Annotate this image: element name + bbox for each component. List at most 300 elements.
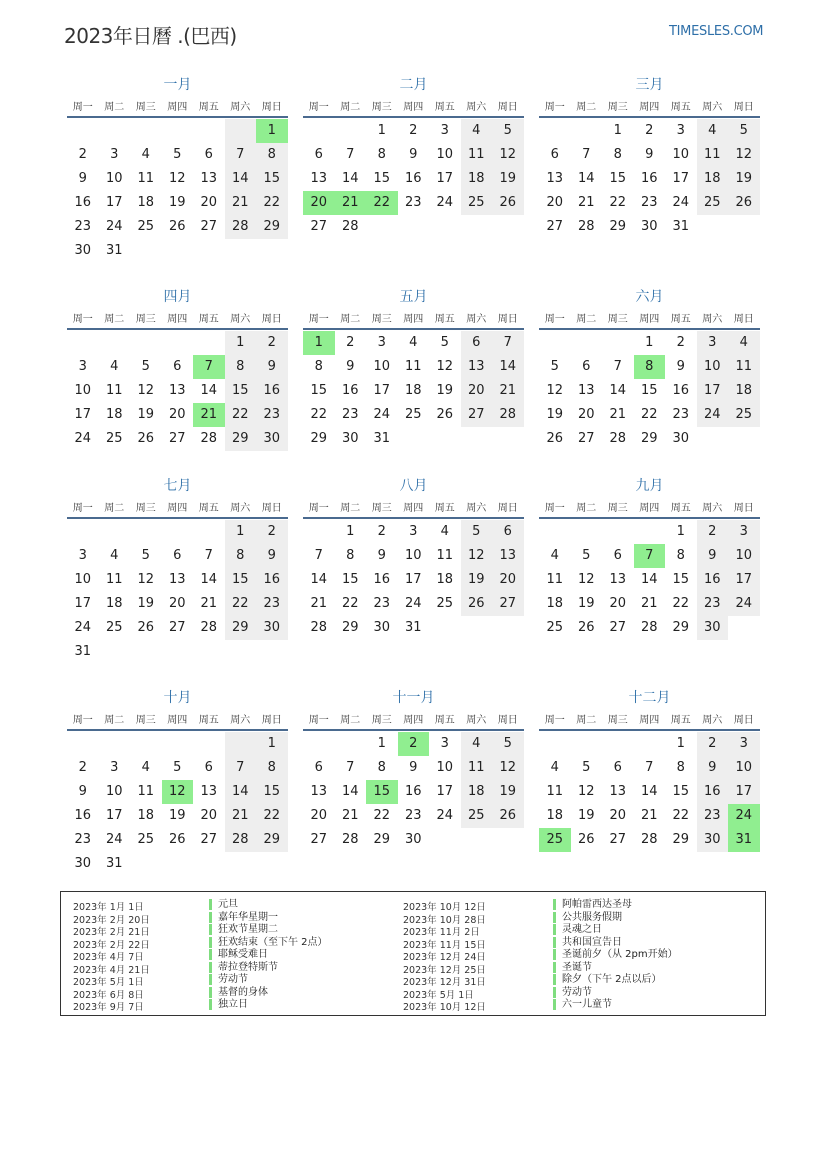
calendar-day[interactable]: 29 bbox=[672, 832, 690, 847]
calendar-day[interactable]: 27 bbox=[499, 596, 517, 611]
calendar-day[interactable]: 18 bbox=[105, 596, 123, 611]
calendar-day[interactable]: 10 bbox=[404, 548, 422, 563]
calendar-day[interactable]: 12 bbox=[467, 548, 485, 563]
calendar-day[interactable]: 14 bbox=[640, 784, 658, 799]
calendar-day[interactable]: 3 bbox=[110, 147, 119, 162]
calendar-day[interactable]: 30 bbox=[703, 620, 721, 635]
calendar-day[interactable]: 27 bbox=[609, 832, 627, 847]
calendar-day[interactable]: 27 bbox=[577, 431, 595, 446]
calendar-day[interactable]: 11 bbox=[436, 548, 454, 563]
calendar-day[interactable]: 19 bbox=[137, 407, 155, 422]
calendar-day[interactable]: 22 bbox=[263, 195, 281, 210]
calendar-day[interactable]: 25 bbox=[404, 407, 422, 422]
calendar-day[interactable]: 12 bbox=[137, 572, 155, 587]
calendar-day[interactable]: 23 bbox=[703, 808, 721, 823]
calendar-day[interactable]: 9 bbox=[409, 760, 418, 775]
calendar-day[interactable]: 3 bbox=[78, 548, 87, 563]
calendar-day[interactable]: 27 bbox=[310, 832, 328, 847]
calendar-day[interactable]: 14 bbox=[341, 171, 359, 186]
calendar-day[interactable]: 16 bbox=[404, 171, 422, 186]
calendar-day[interactable]: 24 bbox=[672, 195, 690, 210]
calendar-day[interactable]: 19 bbox=[168, 195, 186, 210]
calendar-day[interactable]: 17 bbox=[703, 383, 721, 398]
calendar-day[interactable]: 20 bbox=[609, 808, 627, 823]
calendar-day[interactable]: 20 bbox=[168, 596, 186, 611]
calendar-day[interactable]: 19 bbox=[546, 407, 564, 422]
calendar-day[interactable]: 21 bbox=[609, 407, 627, 422]
calendar-day[interactable]: 16 bbox=[404, 784, 422, 799]
calendar-day[interactable]: 4 bbox=[141, 760, 150, 775]
calendar-day[interactable]: 4 bbox=[708, 123, 717, 138]
calendar-day[interactable]: 29 bbox=[231, 620, 249, 635]
calendar-day[interactable]: 25 bbox=[703, 195, 721, 210]
holiday-day[interactable]: 8 bbox=[645, 359, 654, 374]
calendar-day[interactable]: 19 bbox=[577, 596, 595, 611]
calendar-day[interactable]: 7 bbox=[613, 359, 622, 374]
calendar-day[interactable]: 8 bbox=[236, 359, 245, 374]
calendar-day[interactable]: 29 bbox=[310, 431, 328, 446]
calendar-day[interactable]: 27 bbox=[546, 219, 564, 234]
calendar-day[interactable]: 20 bbox=[499, 572, 517, 587]
calendar-day[interactable]: 8 bbox=[267, 760, 276, 775]
calendar-day[interactable]: 23 bbox=[640, 195, 658, 210]
calendar-day[interactable]: 2 bbox=[78, 147, 87, 162]
calendar-day[interactable]: 31 bbox=[105, 243, 123, 258]
calendar-day[interactable]: 12 bbox=[499, 147, 517, 162]
calendar-day[interactable]: 26 bbox=[168, 832, 186, 847]
holiday-day[interactable]: 2 bbox=[409, 736, 418, 751]
calendar-day[interactable]: 15 bbox=[341, 572, 359, 587]
calendar-day[interactable]: 1 bbox=[613, 123, 622, 138]
calendar-day[interactable]: 3 bbox=[409, 524, 418, 539]
calendar-day[interactable]: 22 bbox=[672, 808, 690, 823]
calendar-day[interactable]: 13 bbox=[546, 171, 564, 186]
calendar-day[interactable]: 22 bbox=[231, 407, 249, 422]
calendar-day[interactable]: 1 bbox=[346, 524, 355, 539]
calendar-day[interactable]: 20 bbox=[168, 407, 186, 422]
calendar-day[interactable]: 10 bbox=[735, 760, 753, 775]
calendar-day[interactable]: 8 bbox=[314, 359, 323, 374]
calendar-day[interactable]: 29 bbox=[341, 620, 359, 635]
calendar-day[interactable]: 2 bbox=[78, 760, 87, 775]
calendar-day[interactable]: 22 bbox=[310, 407, 328, 422]
calendar-day[interactable]: 17 bbox=[404, 572, 422, 587]
calendar-day[interactable]: 11 bbox=[105, 572, 123, 587]
calendar-day[interactable]: 21 bbox=[640, 596, 658, 611]
calendar-day[interactable]: 1 bbox=[377, 736, 386, 751]
calendar-day[interactable]: 24 bbox=[735, 596, 753, 611]
calendar-day[interactable]: 8 bbox=[346, 548, 355, 563]
calendar-day[interactable]: 21 bbox=[231, 808, 249, 823]
holiday-day[interactable]: 1 bbox=[267, 123, 276, 138]
calendar-day[interactable]: 16 bbox=[703, 784, 721, 799]
calendar-day[interactable]: 24 bbox=[373, 407, 391, 422]
calendar-day[interactable]: 15 bbox=[263, 171, 281, 186]
calendar-day[interactable]: 3 bbox=[78, 359, 87, 374]
holiday-day[interactable]: 21 bbox=[341, 195, 359, 210]
calendar-day[interactable]: 31 bbox=[105, 856, 123, 871]
calendar-day[interactable]: 24 bbox=[436, 195, 454, 210]
calendar-day[interactable]: 31 bbox=[672, 219, 690, 234]
calendar-day[interactable]: 13 bbox=[577, 383, 595, 398]
calendar-day[interactable]: 23 bbox=[74, 832, 92, 847]
calendar-day[interactable]: 20 bbox=[310, 808, 328, 823]
calendar-day[interactable]: 13 bbox=[168, 572, 186, 587]
calendar-day[interactable]: 22 bbox=[672, 596, 690, 611]
calendar-day[interactable]: 30 bbox=[703, 832, 721, 847]
calendar-day[interactable]: 6 bbox=[503, 524, 512, 539]
calendar-day[interactable]: 17 bbox=[672, 171, 690, 186]
calendar-day[interactable]: 3 bbox=[377, 335, 386, 350]
calendar-day[interactable]: 14 bbox=[640, 572, 658, 587]
calendar-day[interactable]: 15 bbox=[672, 784, 690, 799]
calendar-day[interactable]: 22 bbox=[609, 195, 627, 210]
calendar-day[interactable]: 8 bbox=[267, 147, 276, 162]
calendar-day[interactable]: 18 bbox=[137, 808, 155, 823]
calendar-day[interactable]: 27 bbox=[609, 620, 627, 635]
calendar-day[interactable]: 28 bbox=[577, 219, 595, 234]
calendar-day[interactable]: 16 bbox=[703, 572, 721, 587]
calendar-day[interactable]: 23 bbox=[703, 596, 721, 611]
calendar-day[interactable]: 13 bbox=[310, 784, 328, 799]
calendar-day[interactable]: 22 bbox=[231, 596, 249, 611]
calendar-day[interactable]: 9 bbox=[78, 784, 87, 799]
calendar-day[interactable]: 18 bbox=[404, 383, 422, 398]
calendar-day[interactable]: 4 bbox=[110, 548, 119, 563]
calendar-day[interactable]: 10 bbox=[672, 147, 690, 162]
calendar-day[interactable]: 23 bbox=[74, 219, 92, 234]
calendar-day[interactable]: 25 bbox=[137, 832, 155, 847]
calendar-day[interactable]: 9 bbox=[708, 760, 717, 775]
calendar-day[interactable]: 11 bbox=[467, 760, 485, 775]
calendar-day[interactable]: 3 bbox=[708, 335, 717, 350]
calendar-day[interactable]: 30 bbox=[74, 243, 92, 258]
calendar-day[interactable]: 18 bbox=[735, 383, 753, 398]
calendar-day[interactable]: 16 bbox=[341, 383, 359, 398]
calendar-day[interactable]: 18 bbox=[105, 407, 123, 422]
calendar-day[interactable]: 2 bbox=[346, 335, 355, 350]
calendar-day[interactable]: 18 bbox=[467, 171, 485, 186]
calendar-day[interactable]: 24 bbox=[703, 407, 721, 422]
calendar-day[interactable]: 7 bbox=[236, 147, 245, 162]
calendar-day[interactable]: 19 bbox=[577, 808, 595, 823]
calendar-day[interactable]: 17 bbox=[105, 195, 123, 210]
calendar-day[interactable]: 20 bbox=[200, 808, 218, 823]
calendar-day[interactable]: 29 bbox=[231, 431, 249, 446]
calendar-day[interactable]: 25 bbox=[546, 620, 564, 635]
calendar-day[interactable]: 21 bbox=[310, 596, 328, 611]
calendar-day[interactable]: 10 bbox=[735, 548, 753, 563]
calendar-day[interactable]: 20 bbox=[546, 195, 564, 210]
calendar-day[interactable]: 2 bbox=[409, 123, 418, 138]
calendar-day[interactable]: 2 bbox=[267, 335, 276, 350]
calendar-day[interactable]: 12 bbox=[577, 572, 595, 587]
calendar-day[interactable]: 25 bbox=[105, 620, 123, 635]
calendar-day[interactable]: 11 bbox=[735, 359, 753, 374]
calendar-day[interactable]: 26 bbox=[735, 195, 753, 210]
calendar-day[interactable]: 17 bbox=[735, 784, 753, 799]
calendar-day[interactable]: 30 bbox=[373, 620, 391, 635]
calendar-day[interactable]: 28 bbox=[231, 219, 249, 234]
calendar-day[interactable]: 19 bbox=[168, 808, 186, 823]
calendar-day[interactable]: 14 bbox=[200, 383, 218, 398]
calendar-day[interactable]: 5 bbox=[503, 736, 512, 751]
calendar-day[interactable]: 24 bbox=[74, 620, 92, 635]
calendar-day[interactable]: 5 bbox=[550, 359, 559, 374]
calendar-day[interactable]: 11 bbox=[546, 784, 564, 799]
calendar-day[interactable]: 14 bbox=[200, 572, 218, 587]
calendar-day[interactable]: 3 bbox=[110, 760, 119, 775]
calendar-day[interactable]: 24 bbox=[74, 431, 92, 446]
calendar-day[interactable]: 22 bbox=[263, 808, 281, 823]
calendar-day[interactable]: 2 bbox=[267, 524, 276, 539]
calendar-day[interactable]: 25 bbox=[735, 407, 753, 422]
calendar-day[interactable]: 16 bbox=[74, 808, 92, 823]
holiday-day[interactable]: 25 bbox=[546, 832, 564, 847]
calendar-day[interactable]: 28 bbox=[310, 620, 328, 635]
calendar-day[interactable]: 27 bbox=[168, 431, 186, 446]
calendar-day[interactable]: 26 bbox=[168, 219, 186, 234]
calendar-day[interactable]: 1 bbox=[676, 736, 685, 751]
calendar-day[interactable]: 30 bbox=[672, 431, 690, 446]
calendar-day[interactable]: 24 bbox=[436, 808, 454, 823]
calendar-day[interactable]: 29 bbox=[373, 832, 391, 847]
calendar-day[interactable]: 11 bbox=[703, 147, 721, 162]
calendar-day[interactable]: 6 bbox=[173, 359, 182, 374]
calendar-day[interactable]: 10 bbox=[436, 760, 454, 775]
calendar-day[interactable]: 6 bbox=[314, 147, 323, 162]
calendar-day[interactable]: 3 bbox=[739, 524, 748, 539]
calendar-day[interactable]: 14 bbox=[499, 359, 517, 374]
calendar-day[interactable]: 31 bbox=[404, 620, 422, 635]
calendar-day[interactable]: 29 bbox=[609, 219, 627, 234]
calendar-day[interactable]: 10 bbox=[74, 383, 92, 398]
calendar-day[interactable]: 13 bbox=[609, 572, 627, 587]
calendar-day[interactable]: 25 bbox=[436, 596, 454, 611]
holiday-day[interactable]: 20 bbox=[310, 195, 328, 210]
calendar-day[interactable]: 12 bbox=[546, 383, 564, 398]
calendar-day[interactable]: 23 bbox=[263, 596, 281, 611]
calendar-day[interactable]: 8 bbox=[377, 760, 386, 775]
calendar-day[interactable]: 17 bbox=[436, 784, 454, 799]
calendar-day[interactable]: 3 bbox=[676, 123, 685, 138]
calendar-day[interactable]: 26 bbox=[577, 620, 595, 635]
calendar-day[interactable]: 13 bbox=[609, 784, 627, 799]
calendar-day[interactable]: 2 bbox=[676, 335, 685, 350]
calendar-day[interactable]: 7 bbox=[314, 548, 323, 563]
calendar-day[interactable]: 1 bbox=[676, 524, 685, 539]
calendar-day[interactable]: 8 bbox=[236, 548, 245, 563]
calendar-day[interactable]: 31 bbox=[373, 431, 391, 446]
calendar-day[interactable]: 10 bbox=[373, 359, 391, 374]
calendar-day[interactable]: 9 bbox=[267, 359, 276, 374]
calendar-day[interactable]: 12 bbox=[499, 760, 517, 775]
calendar-day[interactable]: 13 bbox=[168, 383, 186, 398]
calendar-day[interactable]: 16 bbox=[640, 171, 658, 186]
calendar-day[interactable]: 5 bbox=[141, 359, 150, 374]
calendar-day[interactable]: 18 bbox=[546, 808, 564, 823]
calendar-day[interactable]: 28 bbox=[200, 620, 218, 635]
calendar-day[interactable]: 30 bbox=[404, 832, 422, 847]
calendar-day[interactable]: 26 bbox=[436, 407, 454, 422]
calendar-day[interactable]: 4 bbox=[440, 524, 449, 539]
calendar-day[interactable]: 9 bbox=[267, 548, 276, 563]
calendar-day[interactable]: 4 bbox=[472, 123, 481, 138]
calendar-day[interactable]: 2 bbox=[708, 736, 717, 751]
calendar-day[interactable]: 3 bbox=[440, 736, 449, 751]
calendar-day[interactable]: 7 bbox=[346, 147, 355, 162]
calendar-day[interactable]: 25 bbox=[105, 431, 123, 446]
calendar-day[interactable]: 3 bbox=[440, 123, 449, 138]
calendar-day[interactable]: 30 bbox=[263, 620, 281, 635]
calendar-day[interactable]: 7 bbox=[503, 335, 512, 350]
calendar-day[interactable]: 16 bbox=[373, 572, 391, 587]
calendar-day[interactable]: 18 bbox=[467, 784, 485, 799]
calendar-day[interactable]: 6 bbox=[173, 548, 182, 563]
calendar-day[interactable]: 12 bbox=[168, 171, 186, 186]
calendar-day[interactable]: 28 bbox=[341, 832, 359, 847]
calendar-day[interactable]: 19 bbox=[735, 171, 753, 186]
calendar-day[interactable]: 29 bbox=[263, 219, 281, 234]
calendar-day[interactable]: 20 bbox=[577, 407, 595, 422]
holiday-day[interactable]: 7 bbox=[204, 359, 213, 374]
calendar-day[interactable]: 19 bbox=[467, 572, 485, 587]
calendar-day[interactable]: 5 bbox=[173, 760, 182, 775]
calendar-day[interactable]: 23 bbox=[341, 407, 359, 422]
calendar-day[interactable]: 1 bbox=[236, 524, 245, 539]
calendar-day[interactable]: 10 bbox=[436, 147, 454, 162]
calendar-day[interactable]: 5 bbox=[440, 335, 449, 350]
calendar-day[interactable]: 4 bbox=[141, 147, 150, 162]
calendar-day[interactable]: 21 bbox=[341, 808, 359, 823]
calendar-day[interactable]: 23 bbox=[404, 195, 422, 210]
calendar-day[interactable]: 7 bbox=[204, 548, 213, 563]
calendar-day[interactable]: 18 bbox=[137, 195, 155, 210]
calendar-day[interactable]: 5 bbox=[472, 524, 481, 539]
calendar-day[interactable]: 15 bbox=[231, 383, 249, 398]
calendar-day[interactable]: 25 bbox=[467, 195, 485, 210]
calendar-day[interactable]: 6 bbox=[550, 147, 559, 162]
calendar-day[interactable]: 26 bbox=[499, 195, 517, 210]
calendar-day[interactable]: 30 bbox=[74, 856, 92, 871]
calendar-day[interactable]: 19 bbox=[137, 596, 155, 611]
calendar-day[interactable]: 16 bbox=[263, 383, 281, 398]
calendar-day[interactable]: 28 bbox=[609, 431, 627, 446]
calendar-day[interactable]: 14 bbox=[341, 784, 359, 799]
calendar-day[interactable]: 4 bbox=[472, 736, 481, 751]
calendar-day[interactable]: 26 bbox=[137, 431, 155, 446]
calendar-day[interactable]: 17 bbox=[74, 407, 92, 422]
holiday-day[interactable]: 7 bbox=[645, 548, 654, 563]
calendar-day[interactable]: 1 bbox=[236, 335, 245, 350]
calendar-day[interactable]: 27 bbox=[310, 219, 328, 234]
calendar-day[interactable]: 11 bbox=[404, 359, 422, 374]
calendar-day[interactable]: 28 bbox=[200, 431, 218, 446]
calendar-day[interactable]: 25 bbox=[137, 219, 155, 234]
calendar-day[interactable]: 4 bbox=[550, 760, 559, 775]
calendar-day[interactable]: 11 bbox=[137, 171, 155, 186]
calendar-day[interactable]: 7 bbox=[236, 760, 245, 775]
calendar-day[interactable]: 13 bbox=[200, 171, 218, 186]
calendar-day[interactable]: 18 bbox=[703, 171, 721, 186]
holiday-day[interactable]: 21 bbox=[200, 407, 218, 422]
calendar-day[interactable]: 10 bbox=[74, 572, 92, 587]
calendar-day[interactable]: 5 bbox=[582, 548, 591, 563]
calendar-day[interactable]: 24 bbox=[404, 596, 422, 611]
calendar-day[interactable]: 9 bbox=[346, 359, 355, 374]
calendar-day[interactable]: 9 bbox=[78, 171, 87, 186]
calendar-day[interactable]: 16 bbox=[74, 195, 92, 210]
calendar-day[interactable]: 12 bbox=[735, 147, 753, 162]
calendar-day[interactable]: 1 bbox=[377, 123, 386, 138]
calendar-day[interactable]: 28 bbox=[231, 832, 249, 847]
calendar-day[interactable]: 22 bbox=[640, 407, 658, 422]
calendar-day[interactable]: 20 bbox=[609, 596, 627, 611]
holiday-day[interactable]: 24 bbox=[735, 808, 753, 823]
calendar-day[interactable]: 29 bbox=[672, 620, 690, 635]
calendar-day[interactable]: 15 bbox=[263, 784, 281, 799]
calendar-day[interactable]: 23 bbox=[404, 808, 422, 823]
calendar-day[interactable]: 9 bbox=[645, 147, 654, 162]
calendar-day[interactable]: 3 bbox=[739, 736, 748, 751]
calendar-day[interactable]: 9 bbox=[409, 147, 418, 162]
calendar-day[interactable]: 4 bbox=[739, 335, 748, 350]
calendar-day[interactable]: 5 bbox=[739, 123, 748, 138]
calendar-day[interactable]: 25 bbox=[467, 808, 485, 823]
holiday-day[interactable]: 15 bbox=[373, 784, 391, 799]
calendar-day[interactable]: 17 bbox=[105, 808, 123, 823]
calendar-day[interactable]: 30 bbox=[263, 431, 281, 446]
calendar-day[interactable]: 10 bbox=[105, 171, 123, 186]
calendar-day[interactable]: 6 bbox=[204, 760, 213, 775]
calendar-day[interactable]: 11 bbox=[137, 784, 155, 799]
calendar-day[interactable]: 29 bbox=[263, 832, 281, 847]
calendar-day[interactable]: 18 bbox=[546, 596, 564, 611]
calendar-day[interactable]: 10 bbox=[105, 784, 123, 799]
calendar-day[interactable]: 26 bbox=[137, 620, 155, 635]
calendar-day[interactable]: 10 bbox=[703, 359, 721, 374]
calendar-day[interactable]: 11 bbox=[546, 572, 564, 587]
calendar-day[interactable]: 6 bbox=[314, 760, 323, 775]
calendar-day[interactable]: 17 bbox=[373, 383, 391, 398]
calendar-day[interactable]: 14 bbox=[231, 784, 249, 799]
calendar-day[interactable]: 27 bbox=[467, 407, 485, 422]
calendar-day[interactable]: 23 bbox=[263, 407, 281, 422]
calendar-day[interactable]: 11 bbox=[467, 147, 485, 162]
calendar-day[interactable]: 27 bbox=[200, 219, 218, 234]
calendar-day[interactable]: 15 bbox=[609, 171, 627, 186]
calendar-day[interactable]: 27 bbox=[168, 620, 186, 635]
calendar-day[interactable]: 1 bbox=[645, 335, 654, 350]
calendar-day[interactable]: 30 bbox=[640, 219, 658, 234]
calendar-day[interactable]: 21 bbox=[577, 195, 595, 210]
calendar-day[interactable]: 9 bbox=[377, 548, 386, 563]
calendar-day[interactable]: 15 bbox=[640, 383, 658, 398]
calendar-day[interactable]: 13 bbox=[499, 548, 517, 563]
calendar-day[interactable]: 13 bbox=[200, 784, 218, 799]
calendar-day[interactable]: 28 bbox=[341, 219, 359, 234]
calendar-day[interactable]: 2 bbox=[377, 524, 386, 539]
calendar-day[interactable]: 12 bbox=[577, 784, 595, 799]
calendar-day[interactable]: 7 bbox=[582, 147, 591, 162]
calendar-day[interactable]: 19 bbox=[499, 171, 517, 186]
calendar-day[interactable]: 15 bbox=[373, 171, 391, 186]
holiday-day[interactable]: 12 bbox=[168, 784, 186, 799]
calendar-day[interactable]: 19 bbox=[436, 383, 454, 398]
calendar-day[interactable]: 4 bbox=[110, 359, 119, 374]
calendar-day[interactable]: 6 bbox=[582, 359, 591, 374]
calendar-day[interactable]: 6 bbox=[613, 548, 622, 563]
